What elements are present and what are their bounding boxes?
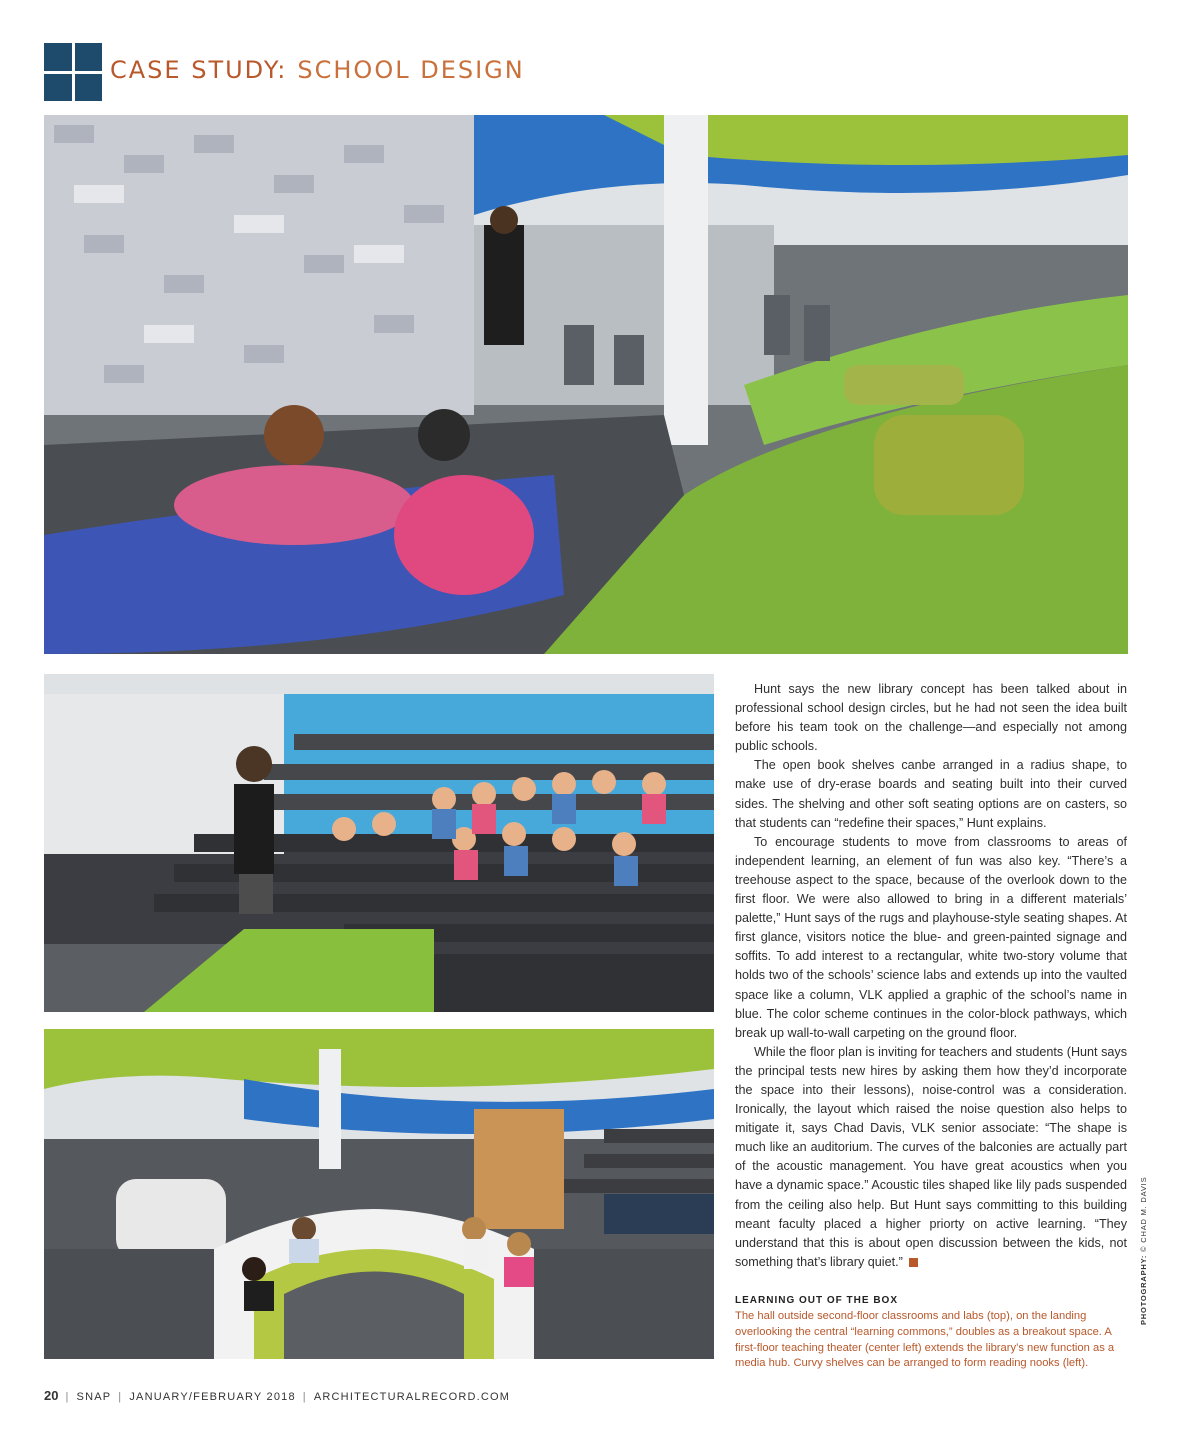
section-topic: SCHOOL DESIGN [297,56,525,84]
section-label: CASE STUDY: [110,56,288,84]
article-paragraph: The open book shelves canbe arranged in a radius shape, to make use of dry-erase boards and seating built into their curved sides. The shelving and other soft seating options are on casters, so that students can “redefine their spaces,” Hunt explains. [735,758,1127,830]
caption-heading: LEARNING OUT OF THE BOX [735,1295,898,1306]
footer-section: SNAP [76,1391,112,1403]
article-body [735,680,1127,1272]
end-mark-icon [909,1258,918,1267]
footer-site: ARCHITECTURALRECORD.COM [313,1391,511,1403]
article-paragraph-text: While the floor plan is inviting for teachers and students (Hunt says the principal tests new hires by asking them how they’d incorporate the space into their lessons), noise-control was a consideration. Ironically, the layout which raised the noise question also helps to mitigate it, says Chad Davis, VLK senior associate: “The shape is much like an auditorium. The curves of the balconies are actually part of the acoustic management. You have great acoustics when you have a dynamic space.” Acoustic tiles shaped like lily pads suspended from the ceiling also help. But Hunt says committing to this building meant faculty placed a higher priorty on active learning. “They understand that this is about open discussion between the kids, not something that’s library quiet.” [735,1044,1127,1269]
four-square-grid-icon [44,43,102,101]
photo-credit-label: PHOTOGRAPHY: [1139,1254,1148,1325]
photo-credit [1139,1177,1148,1325]
article-paragraph [735,1043,1127,1272]
footer-issue: JANUARY/FEBRUARY 2018 [129,1391,296,1403]
page-number: 20 [44,1388,59,1403]
article-paragraph: To encourage students to move from classrooms to areas of independent learning, an element of fun was also key. “There’s a treehouse aspect to the space, because of the overlook down to the first floor. We were also allowed to bring in a different materials’ palette,” Hunt says of the rugs and playhouse-style seating shapes. At first glance, visitors notice the blue- and green-painted signage and soffits. To add interest to a rectangular, white two-story volume that holds two of the schools’ science labs and extends up into the vaulted space like a column, VLK applied a graphic of the school’s name in blue. The color scheme continues in the color-block pathways, which break up wall-to-wall carpeting on the ground floor. [735,834,1127,1040]
photo-teaching-theater [44,674,714,1012]
page-footer: 20 | SNAP | JANUARY/FEBRUARY 2018 | ARCHITECTURALRECORD.COM [44,1388,511,1403]
photo-credit-name: © CHAD M. DAVIS [1139,1176,1148,1252]
caption-text: The hall outside second-floor classrooms and labs (top), on the landing overlooking the central “learning commons,” doubles as a breakout space. A first-floor teaching theater (center left) extends the library’s new function as a media hub. Curvy shelves can be arranged to form reading nooks (left). [735,1310,1115,1370]
photo-library-reading-nook [44,1029,714,1359]
article-paragraph: Hunt says the new library concept has been talked about in professional school design circles, but he had not seen the idea built before his team took on the challenge—and especially not among public schools. [735,682,1127,754]
section-title [110,56,525,84]
photo-hallway-breakout-space [44,115,1128,654]
